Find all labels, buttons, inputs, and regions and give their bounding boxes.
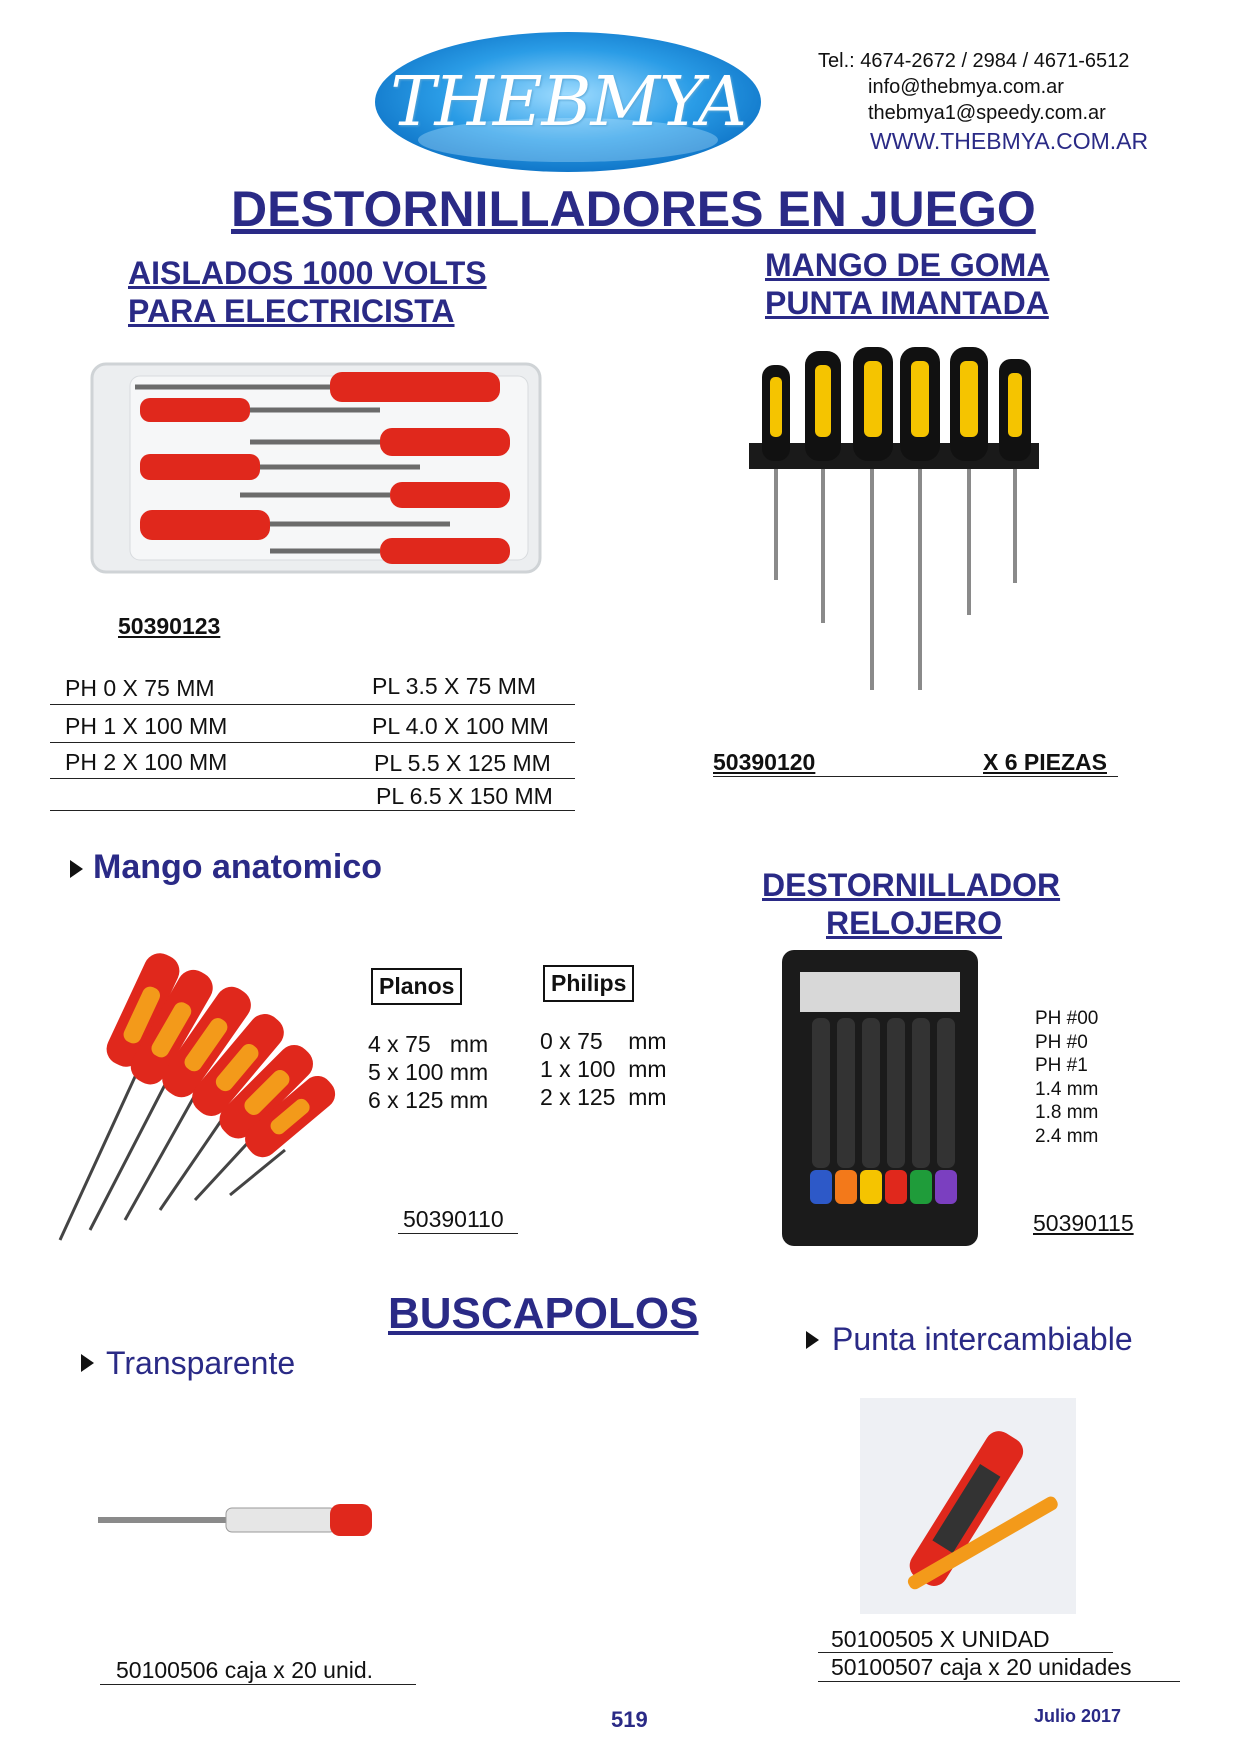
spec-ph-1: PH 1 X 100 MM	[65, 713, 228, 739]
spec-divider	[50, 742, 575, 743]
mango-anatomico-code: 50390110	[403, 1206, 504, 1232]
bullet-triangle-icon	[70, 860, 83, 878]
relojero-photo	[780, 948, 980, 1255]
relojero-code: 50390115	[1033, 1210, 1134, 1236]
phone-numbers: Tel.: 4674-2672 / 2984 / 4671-6512	[818, 50, 1130, 72]
mango-goma-code: 50390120	[713, 749, 816, 775]
footer-date: Julio 2017	[1034, 1706, 1122, 1726]
relojero-size: PH #00	[1035, 1008, 1099, 1029]
intercambiable-title: Punta intercambiable	[832, 1321, 1133, 1357]
spec-divider	[50, 778, 575, 779]
page-title: DESTORNILLADORES EN JUEGO	[231, 181, 1036, 237]
mango-anatomico-photo	[55, 945, 355, 1250]
spec-pl-40: PL 4.0 X 100 MM	[372, 713, 549, 739]
philips-size-3: 2 x 125 mm	[540, 1084, 667, 1110]
mango-anatomico-title: Mango anatomico	[93, 848, 383, 886]
brand-logo	[373, 30, 763, 174]
planos-label: Planos	[371, 968, 462, 1005]
code-underline	[398, 1233, 518, 1234]
buscapolos-title: BUSCAPOLOS	[388, 1289, 699, 1338]
spec-pl-65: PL 6.5 X 150 MM	[376, 783, 553, 809]
email-info[interactable]: info@thebmya.com.ar	[868, 76, 1064, 98]
intercambiable-code-1: 50100505 X UNIDAD	[831, 1626, 1050, 1652]
planos-size-2: 5 x 100 mm	[368, 1059, 489, 1085]
philips-size-2: 1 x 100 mm	[540, 1056, 667, 1082]
aislados-code: 50390123	[118, 613, 221, 639]
planos-size-3: 6 x 125 mm	[368, 1087, 489, 1113]
mango-goma-qty: X 6 PIEZAS	[983, 749, 1107, 775]
website-link[interactable]: WWW.THEBMYA.COM.AR	[870, 128, 1149, 154]
mango-goma-photo	[745, 345, 1045, 700]
spec-pl-35: PL 3.5 X 75 MM	[372, 673, 537, 699]
philips-size-1: 0 x 75 mm	[540, 1028, 667, 1054]
relojero-size: 2.4 mm	[1035, 1125, 1099, 1147]
bullet-triangle-icon	[81, 1354, 94, 1372]
email-speedy[interactable]: thebmya1@speedy.com.ar	[868, 102, 1106, 124]
transparente-title: Transparente	[106, 1345, 296, 1381]
spec-ph-0: PH 0 X 75 MM	[65, 675, 215, 701]
logo-text: THEBMYA	[390, 62, 746, 142]
relojero-size: PH #1	[1035, 1055, 1088, 1076]
spec-pl-55: PL 5.5 X 125 MM	[374, 750, 551, 776]
page-number: 519	[611, 1707, 648, 1732]
relojero-title-1: DESTORNILLADOR	[762, 867, 1061, 903]
relojero-size: 1.8 mm	[1035, 1102, 1099, 1123]
spec-divider	[50, 810, 575, 811]
aislados-title-1: AISLADOS 1000 VOLTS	[128, 255, 487, 291]
spec-divider	[50, 704, 575, 705]
code-underline	[713, 776, 1118, 777]
relojero-sizes	[1035, 1007, 1098, 1148]
code-underline	[100, 1684, 416, 1685]
aislados-photo	[90, 362, 542, 579]
relojero-size: 1.4 mm	[1035, 1078, 1099, 1100]
transparente-photo	[98, 1500, 374, 1545]
spec-ph-2: PH 2 X 100 MM	[65, 749, 228, 775]
relojero-size: PH #0	[1035, 1031, 1088, 1053]
transparente-code: 50100506 caja x 20 unid.	[116, 1657, 374, 1683]
code-underline	[818, 1652, 1113, 1653]
mango-goma-title-2: PUNTA IMANTADA	[765, 285, 1049, 321]
intercambiable-photo	[860, 1398, 1076, 1619]
aislados-title-2: PARA ELECTRICISTA	[128, 293, 455, 329]
philips-label: Philips	[543, 965, 634, 1002]
planos-size-1: 4 x 75 mm	[368, 1031, 489, 1057]
intercambiable-code-2: 50100507 caja x 20 unidades	[831, 1654, 1132, 1680]
relojero-title-2: RELOJERO	[826, 905, 1003, 941]
mango-goma-title-1: MANGO DE GOMA	[765, 247, 1050, 283]
code-underline	[818, 1681, 1180, 1682]
bullet-triangle-icon	[806, 1331, 819, 1349]
